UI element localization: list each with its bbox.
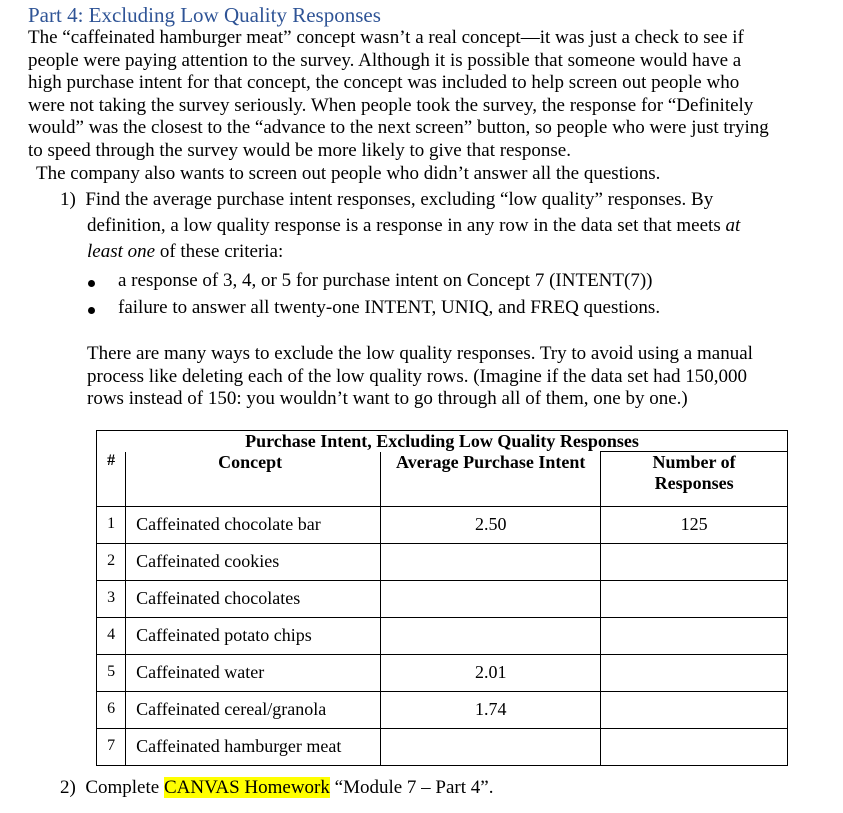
row-index: 1 — [97, 507, 126, 544]
canvas-homework-highlight: CANVAS Homework — [163, 777, 330, 798]
intro-line: were not taking the survey seriously. When people took the survey, the response for “Definitely — [28, 94, 754, 116]
table-row — [97, 729, 788, 766]
row-concept: Caffeinated chocolates — [126, 581, 381, 618]
question-1-number: 1) — [60, 189, 76, 210]
count-header-line: Number of — [652, 452, 736, 472]
row-index: 2 — [97, 544, 126, 581]
question-1-definition — [87, 213, 740, 265]
table-row — [97, 581, 788, 618]
table-row — [97, 618, 788, 655]
definition-text: of these criteria: — [155, 241, 284, 262]
question-2-prefix: Complete — [85, 777, 164, 798]
table-row — [97, 692, 788, 729]
row-count: 125 — [601, 507, 788, 544]
row-count — [601, 655, 788, 692]
instruction-line: There are many ways to exclude the low quality responses. Try to avoid using a manual — [87, 343, 753, 364]
intro-line: people were paying attention to the survey. Although it is possible that someone would have a — [28, 49, 742, 71]
section-heading: Part 4: Excluding Low Quality Responses — [28, 3, 381, 27]
row-count — [601, 544, 788, 581]
row-concept: Caffeinated water — [126, 655, 381, 692]
table-row — [97, 544, 788, 581]
row-index: 3 — [97, 581, 126, 618]
column-header-count — [601, 452, 788, 507]
column-header-average: Average Purchase Intent — [381, 452, 601, 507]
intro-line: to speed through the survey would be more likely to give that response. — [28, 139, 571, 161]
row-average — [381, 544, 601, 581]
instruction-line: rows instead of 150: you wouldn’t want to go through all of them, one by one.) — [87, 388, 688, 409]
row-count — [601, 729, 788, 766]
question-2 — [60, 777, 493, 799]
table-row — [97, 507, 788, 544]
intro-line: high purchase intent for that concept, the concept was included to help screen out people who — [28, 72, 740, 93]
row-count — [601, 581, 788, 618]
definition-emphasis: at — [725, 215, 741, 236]
definition-emphasis: least one — [87, 241, 156, 262]
instruction-line: process like deleting each of the low quality rows. (Imagine if the data set had 150,000 — [87, 365, 748, 387]
criteria-text: failure to answer all twenty-one INTENT, UNIQ, and FREQ questions. — [118, 297, 661, 318]
row-average — [381, 729, 601, 766]
table-title: Purchase Intent, Excluding Low Quality Responses — [97, 431, 788, 452]
row-concept: Caffeinated potato chips — [126, 618, 381, 655]
row-index: 5 — [97, 655, 126, 692]
row-average: 2.01 — [381, 655, 601, 692]
row-average: 2.50 — [381, 507, 601, 544]
row-concept: Caffeinated cookies — [126, 544, 381, 581]
row-index: 6 — [97, 692, 126, 729]
bullet-dot-icon — [88, 280, 95, 287]
table-row — [97, 655, 788, 692]
question-2-suffix: “Module 7 – Part 4”. — [329, 777, 494, 798]
row-concept: Caffeinated hamburger meat — [126, 729, 381, 766]
column-header-index: # — [97, 452, 126, 507]
intro-line: would” was the closest to the “advance to the next screen” button, so people who were just trying — [28, 117, 769, 138]
column-header-concept: Concept — [126, 452, 381, 507]
question-1-text: Find the average purchase intent responses, excluding “low quality” responses. By — [85, 189, 714, 210]
row-concept: Caffeinated cereal/granola — [126, 692, 381, 729]
instruction-paragraph — [87, 343, 753, 411]
question-1-first-line — [60, 187, 713, 213]
row-average: 1.74 — [381, 692, 601, 729]
intro-paragraph — [28, 27, 818, 162]
bullet-dot-icon — [88, 307, 95, 314]
intro-line: The “caffeinated hamburger meat” concept wasn’t a real concept—it was just a check to see if — [28, 27, 744, 48]
definition-text: definition, a low quality response is a response in any row in the data set that meets — [87, 215, 726, 236]
question-2-number: 2) — [60, 777, 76, 798]
row-count — [601, 618, 788, 655]
company-statement: The company also wants to screen out people who didn’t answer all the questions. — [36, 163, 661, 184]
results-table — [96, 430, 788, 766]
criteria-text: a response of 3, 4, or 5 for purchase intent on Concept 7 (INTENT(7)) — [118, 270, 653, 291]
row-index: 4 — [97, 618, 126, 655]
row-average — [381, 618, 601, 655]
row-average — [381, 581, 601, 618]
count-header-line: Responses — [654, 473, 734, 493]
row-count — [601, 692, 788, 729]
row-concept: Caffeinated chocolate bar — [126, 507, 381, 544]
row-index: 7 — [97, 729, 126, 766]
